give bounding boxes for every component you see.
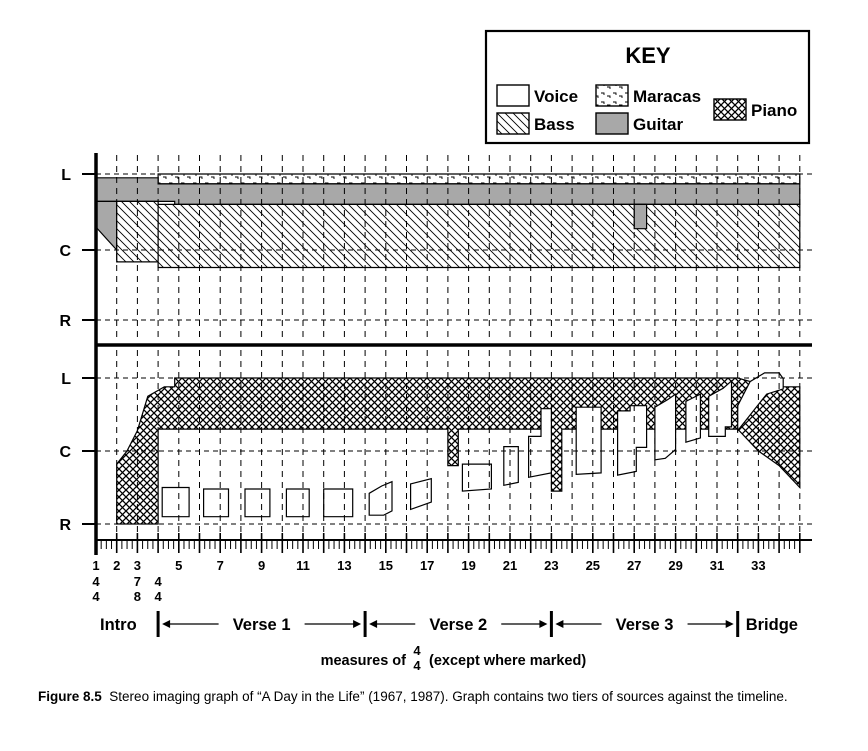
- guitar-notch: [634, 204, 646, 228]
- tier-label-2-L: L: [61, 371, 71, 388]
- voice-shape-5: [324, 489, 353, 517]
- measure-label-23: 23: [544, 558, 559, 573]
- measures-footnote: [321, 643, 587, 673]
- measures-meter-top: 4: [413, 643, 421, 658]
- tier-label-1-C: C: [59, 243, 71, 260]
- tier-label-2-C: C: [59, 444, 71, 461]
- measure-label-25: 25: [585, 558, 601, 573]
- measure-label-29: 29: [668, 558, 683, 573]
- figure-caption: [38, 687, 838, 707]
- measure-label-19: 19: [461, 558, 476, 573]
- section-arrowhead-right-3: [726, 620, 734, 628]
- figure-label: Figure 8.5: [38, 689, 102, 704]
- key-label-piano: Piano: [751, 101, 798, 120]
- measure-label-9: 9: [257, 558, 266, 573]
- figure-caption-text: Stereo imaging graph of “A Day in the Life” (1967, 1987). Graph contains two tiers of sources against the timeline.: [109, 689, 788, 704]
- voice-shape-9: [504, 447, 519, 486]
- measure-label-17: 17: [419, 558, 435, 573]
- measure-label-3: 3: [133, 558, 142, 573]
- meter-labels: [92, 574, 162, 604]
- measure-label-2: 2: [113, 558, 121, 573]
- key-label-voice: Voice: [534, 87, 579, 106]
- meter-top-4: 4: [154, 574, 162, 589]
- section-arrowhead-left-1: [162, 620, 170, 628]
- voice-shape-3: [245, 489, 270, 517]
- measures-caption: measures of: [320, 653, 406, 669]
- section-arrowhead-left-2: [369, 620, 377, 628]
- measure-label-5: 5: [175, 558, 183, 573]
- tier-label-1-L: L: [61, 167, 71, 184]
- key-label-maracas: Maracas: [633, 87, 702, 106]
- voice-shape-12: [618, 406, 647, 475]
- section-label-intro: Intro: [100, 616, 137, 634]
- section-labels: [100, 611, 798, 637]
- section-label-2: Verse 2: [429, 616, 488, 634]
- tier-label-2-R: R: [59, 517, 71, 534]
- measure-label-31: 31: [709, 558, 725, 573]
- measure-label-15: 15: [378, 558, 394, 573]
- voice-shape-14: [686, 394, 701, 442]
- measure-label-13: 13: [337, 558, 352, 573]
- measures-meter-bottom: 4: [413, 658, 421, 673]
- key-swatch-guitar: [596, 113, 628, 134]
- voice-shape-8: [462, 464, 491, 491]
- section-arrowhead-right-2: [539, 620, 547, 628]
- legend-key: [486, 31, 809, 143]
- key-title: KEY: [625, 43, 671, 68]
- section-arrowhead-left-3: [555, 620, 563, 628]
- tier-labels: [59, 167, 96, 534]
- measure-label-1: 1: [92, 558, 100, 573]
- voice-shape-1: [162, 488, 189, 517]
- maracas-band: [158, 174, 800, 184]
- measures-suffix: (except where marked): [429, 653, 587, 669]
- section-label-1: Verse 1: [232, 616, 291, 634]
- meter-top-3: 7: [133, 574, 142, 589]
- voice-shape-4: [286, 489, 309, 517]
- measure-label-11: 11: [296, 558, 310, 573]
- tier-label-1-R: R: [59, 313, 71, 330]
- measure-label-33: 33: [751, 558, 766, 573]
- timeline-ticks: [96, 533, 800, 553]
- meter-bottom-3: 8: [133, 589, 142, 604]
- measure-label-27: 27: [626, 558, 642, 573]
- section-arrowhead-right-1: [353, 620, 361, 628]
- key-swatch-voice: [497, 85, 529, 106]
- measure-label-7: 7: [216, 558, 224, 573]
- key-swatch-bass: [497, 113, 529, 134]
- measure-labels: [92, 558, 765, 573]
- key-label-guitar: Guitar: [633, 115, 684, 134]
- voice-shape-7: [411, 479, 432, 510]
- meter-bottom-4: 4: [154, 589, 162, 604]
- bass-band-2: [158, 204, 800, 267]
- meter-bottom-1: 4: [92, 589, 100, 604]
- voice-shape-2: [204, 489, 229, 517]
- voice-shape-11: [576, 407, 601, 474]
- key-swatch-piano: [714, 99, 746, 120]
- measure-label-21: 21: [502, 558, 518, 573]
- meter-top-1: 4: [92, 574, 100, 589]
- key-label-bass: Bass: [534, 115, 575, 134]
- voice-shape-6: [369, 482, 392, 516]
- section-label-3: Verse 3: [615, 616, 674, 634]
- key-swatch-maracas: [596, 85, 628, 106]
- lower-tier: [117, 373, 800, 524]
- section-label-bridge: Bridge: [745, 616, 798, 634]
